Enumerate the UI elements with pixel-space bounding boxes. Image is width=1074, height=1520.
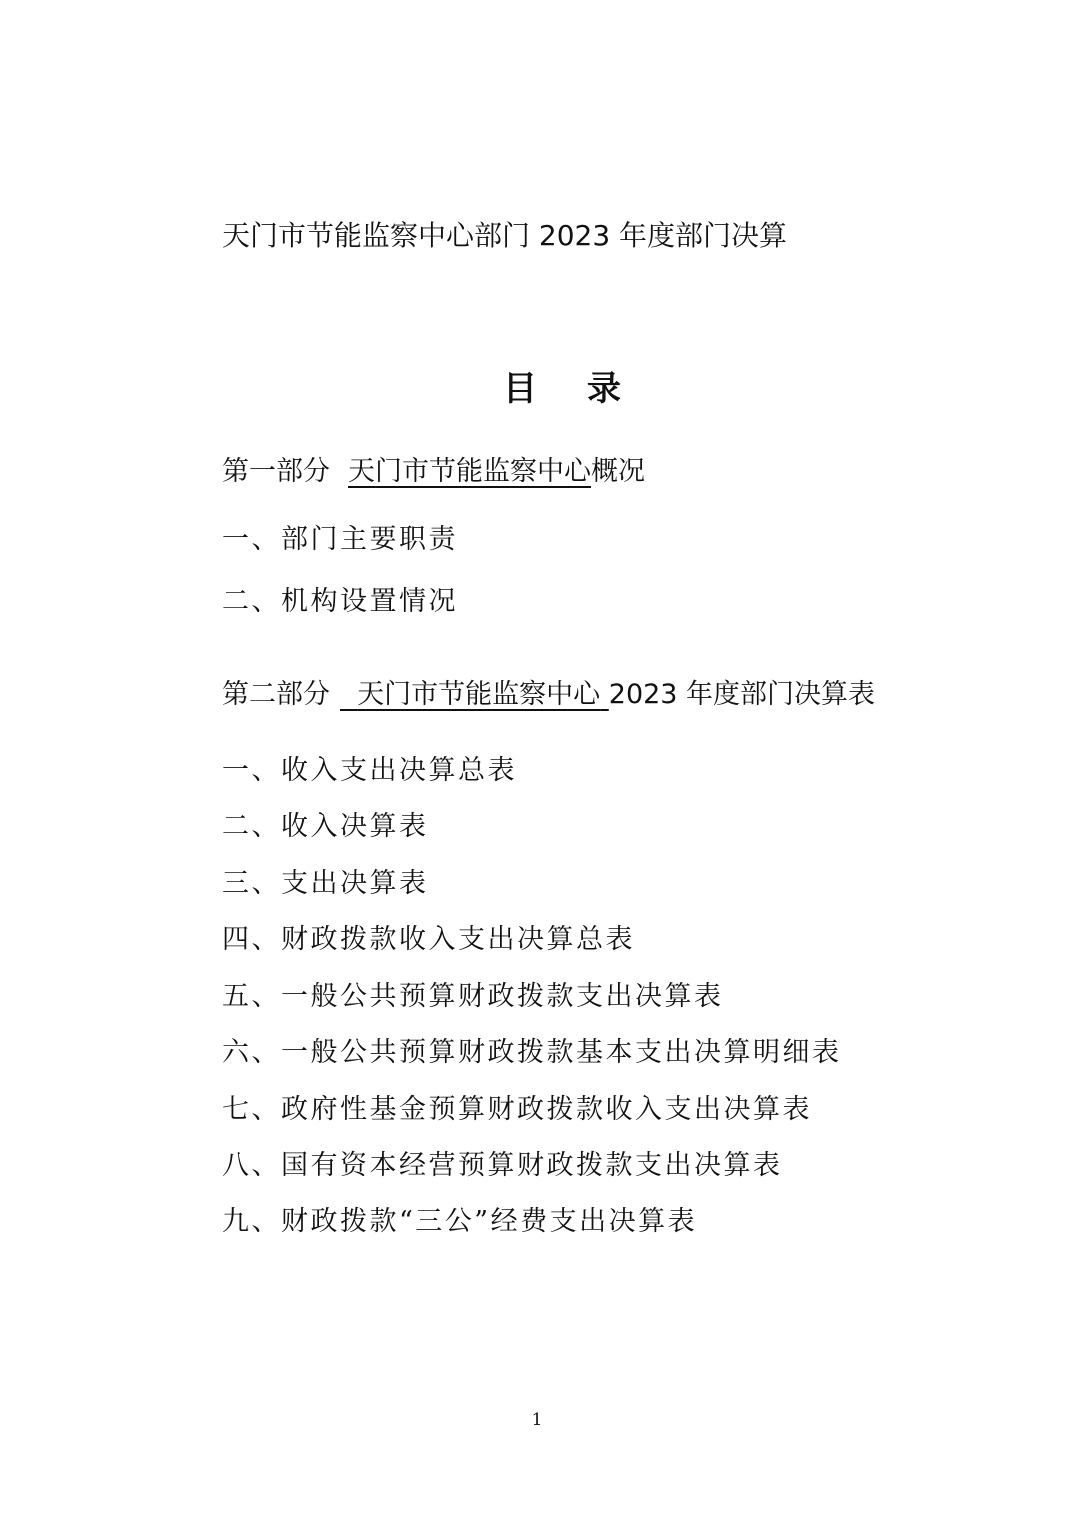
part-two-prefix: 第二部分 bbox=[222, 679, 330, 710]
part-one-suffix: 概况 bbox=[591, 456, 645, 487]
toc-item: 一、部门主要职责 bbox=[222, 524, 458, 555]
part-two-suffix: 2023 年度部门决算表 bbox=[608, 679, 876, 710]
toc-item: 五、一般公共预算财政拨款支出决算表 bbox=[222, 981, 724, 1012]
toc-item: 四、财政拨款收入支出决算总表 bbox=[222, 924, 635, 955]
toc-item: 一、收入支出决算总表 bbox=[222, 755, 517, 786]
toc-item: 三、支出决算表 bbox=[222, 868, 429, 899]
toc-item: 二、收入决算表 bbox=[222, 811, 429, 842]
page-number: 1 bbox=[531, 1410, 543, 1430]
toc-item: 八、国有资本经营预算财政拨款支出决算表 bbox=[222, 1150, 783, 1181]
toc-item: 七、政府性基金预算财政拨款收入支出决算表 bbox=[222, 1094, 812, 1125]
part-one-org-name: 天门市节能监察中心 bbox=[348, 456, 591, 487]
part-one-heading bbox=[222, 452, 645, 492]
toc-item: 六、一般公共预算财政拨款基本支出决算明细表 bbox=[222, 1037, 842, 1068]
part-two-heading bbox=[222, 675, 875, 715]
toc-heading: 目录 bbox=[503, 369, 671, 409]
document-title: 天门市节能监察中心部门 2023 年度部门决算 bbox=[222, 219, 788, 252]
part-two-org-name: 天门市节能监察中心 bbox=[357, 679, 601, 710]
toc-item: 二、机构设置情况 bbox=[222, 586, 458, 617]
part-one-prefix: 第一部分 bbox=[222, 456, 330, 487]
toc-item: 九、财政拨款“三公”经费支出决算表 bbox=[222, 1206, 698, 1237]
